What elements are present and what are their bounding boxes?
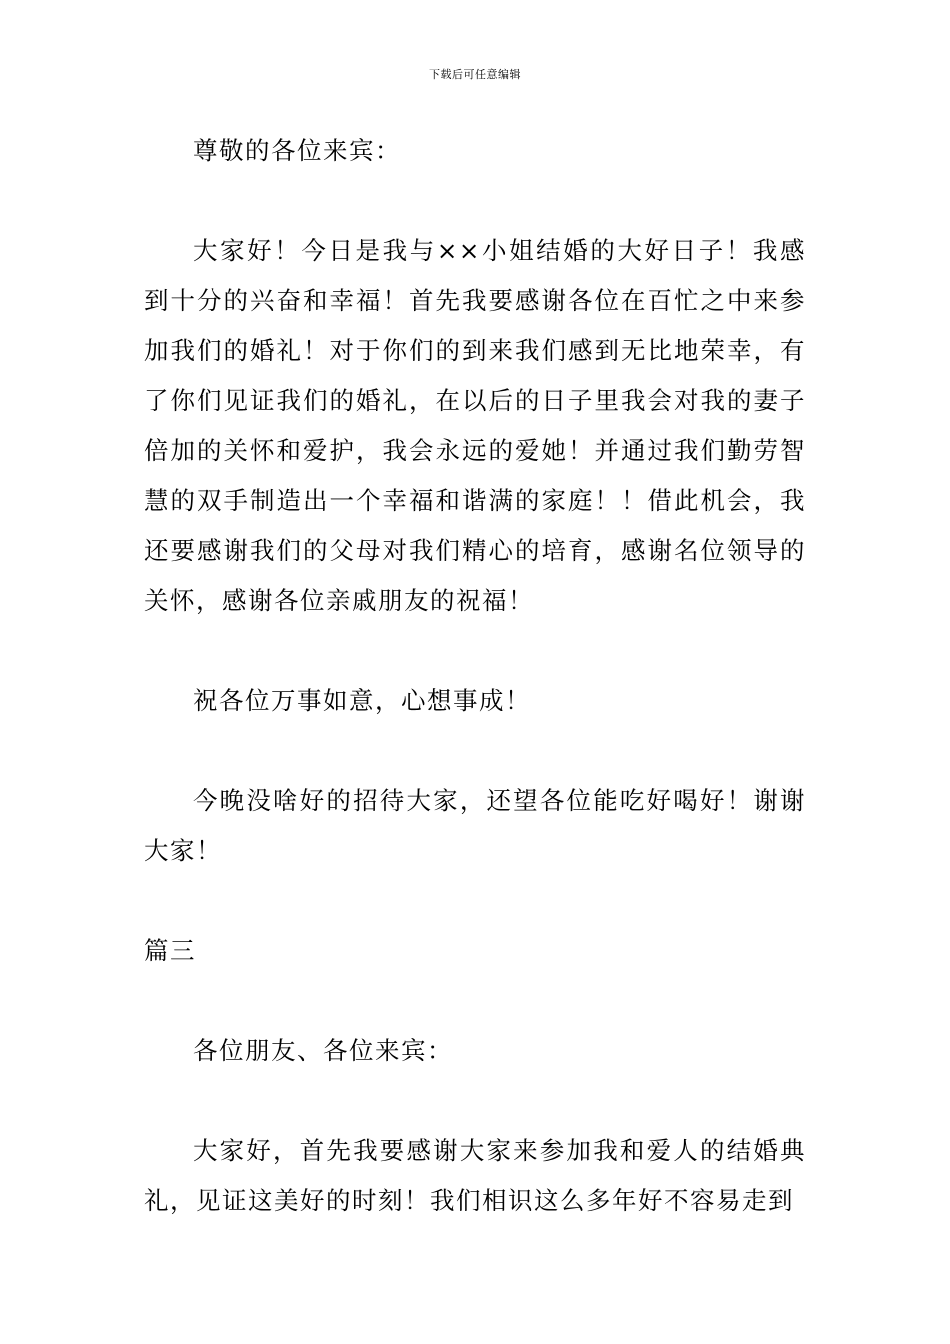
- paragraph-spacer: [144, 976, 806, 1026]
- paragraph-spacer: [144, 626, 806, 676]
- greeting-paragraph-2: 各位朋友、各位来宾：: [193, 1036, 453, 1065]
- paragraph-spacer: [144, 1076, 806, 1126]
- thanks-paragraph: 今晚没啥好的招待大家，还望各位能吃好喝好！谢谢大家！: [144, 786, 806, 865]
- speech-paragraph: 大家好！今日是我与××小姐结婚的大好日子！我感到十分的兴奋和幸福！首先我要感谢各位在百忙之中来参加我们的婚礼！对于你们的到来我们感到无比地荣幸，有了你们见证我们的婚礼，在以后的日子里我会对我的妻子倍加的关怀和爱护，我会永远的爱她！并通过我们勤劳智慧的双手制造出一个幸福和谐满的家庭！！借此机会，我还要感谢我们的父母对我们精心的培育，感谢名位领导的关怀，感谢各位亲戚朋友的祝福！: [144, 236, 806, 615]
- wish-paragraph: 祝各位万事如意，心想事成！: [193, 686, 531, 715]
- paragraph-spacer: [144, 876, 806, 926]
- speech-paragraph-2: 大家好，首先我要感谢大家来参加我和爱人的结婚典礼，见证这美好的时刻！我们相识这么多年好不容易走到: [144, 1136, 806, 1215]
- header-note: 下载后可任意编辑: [429, 68, 521, 81]
- paragraph-spacer: [144, 726, 806, 776]
- paragraph-spacer: [144, 176, 806, 226]
- section-title: 篇三: [144, 936, 196, 965]
- greeting-paragraph: 尊敬的各位来宾：: [193, 136, 401, 165]
- document-body: [144, 126, 806, 1226]
